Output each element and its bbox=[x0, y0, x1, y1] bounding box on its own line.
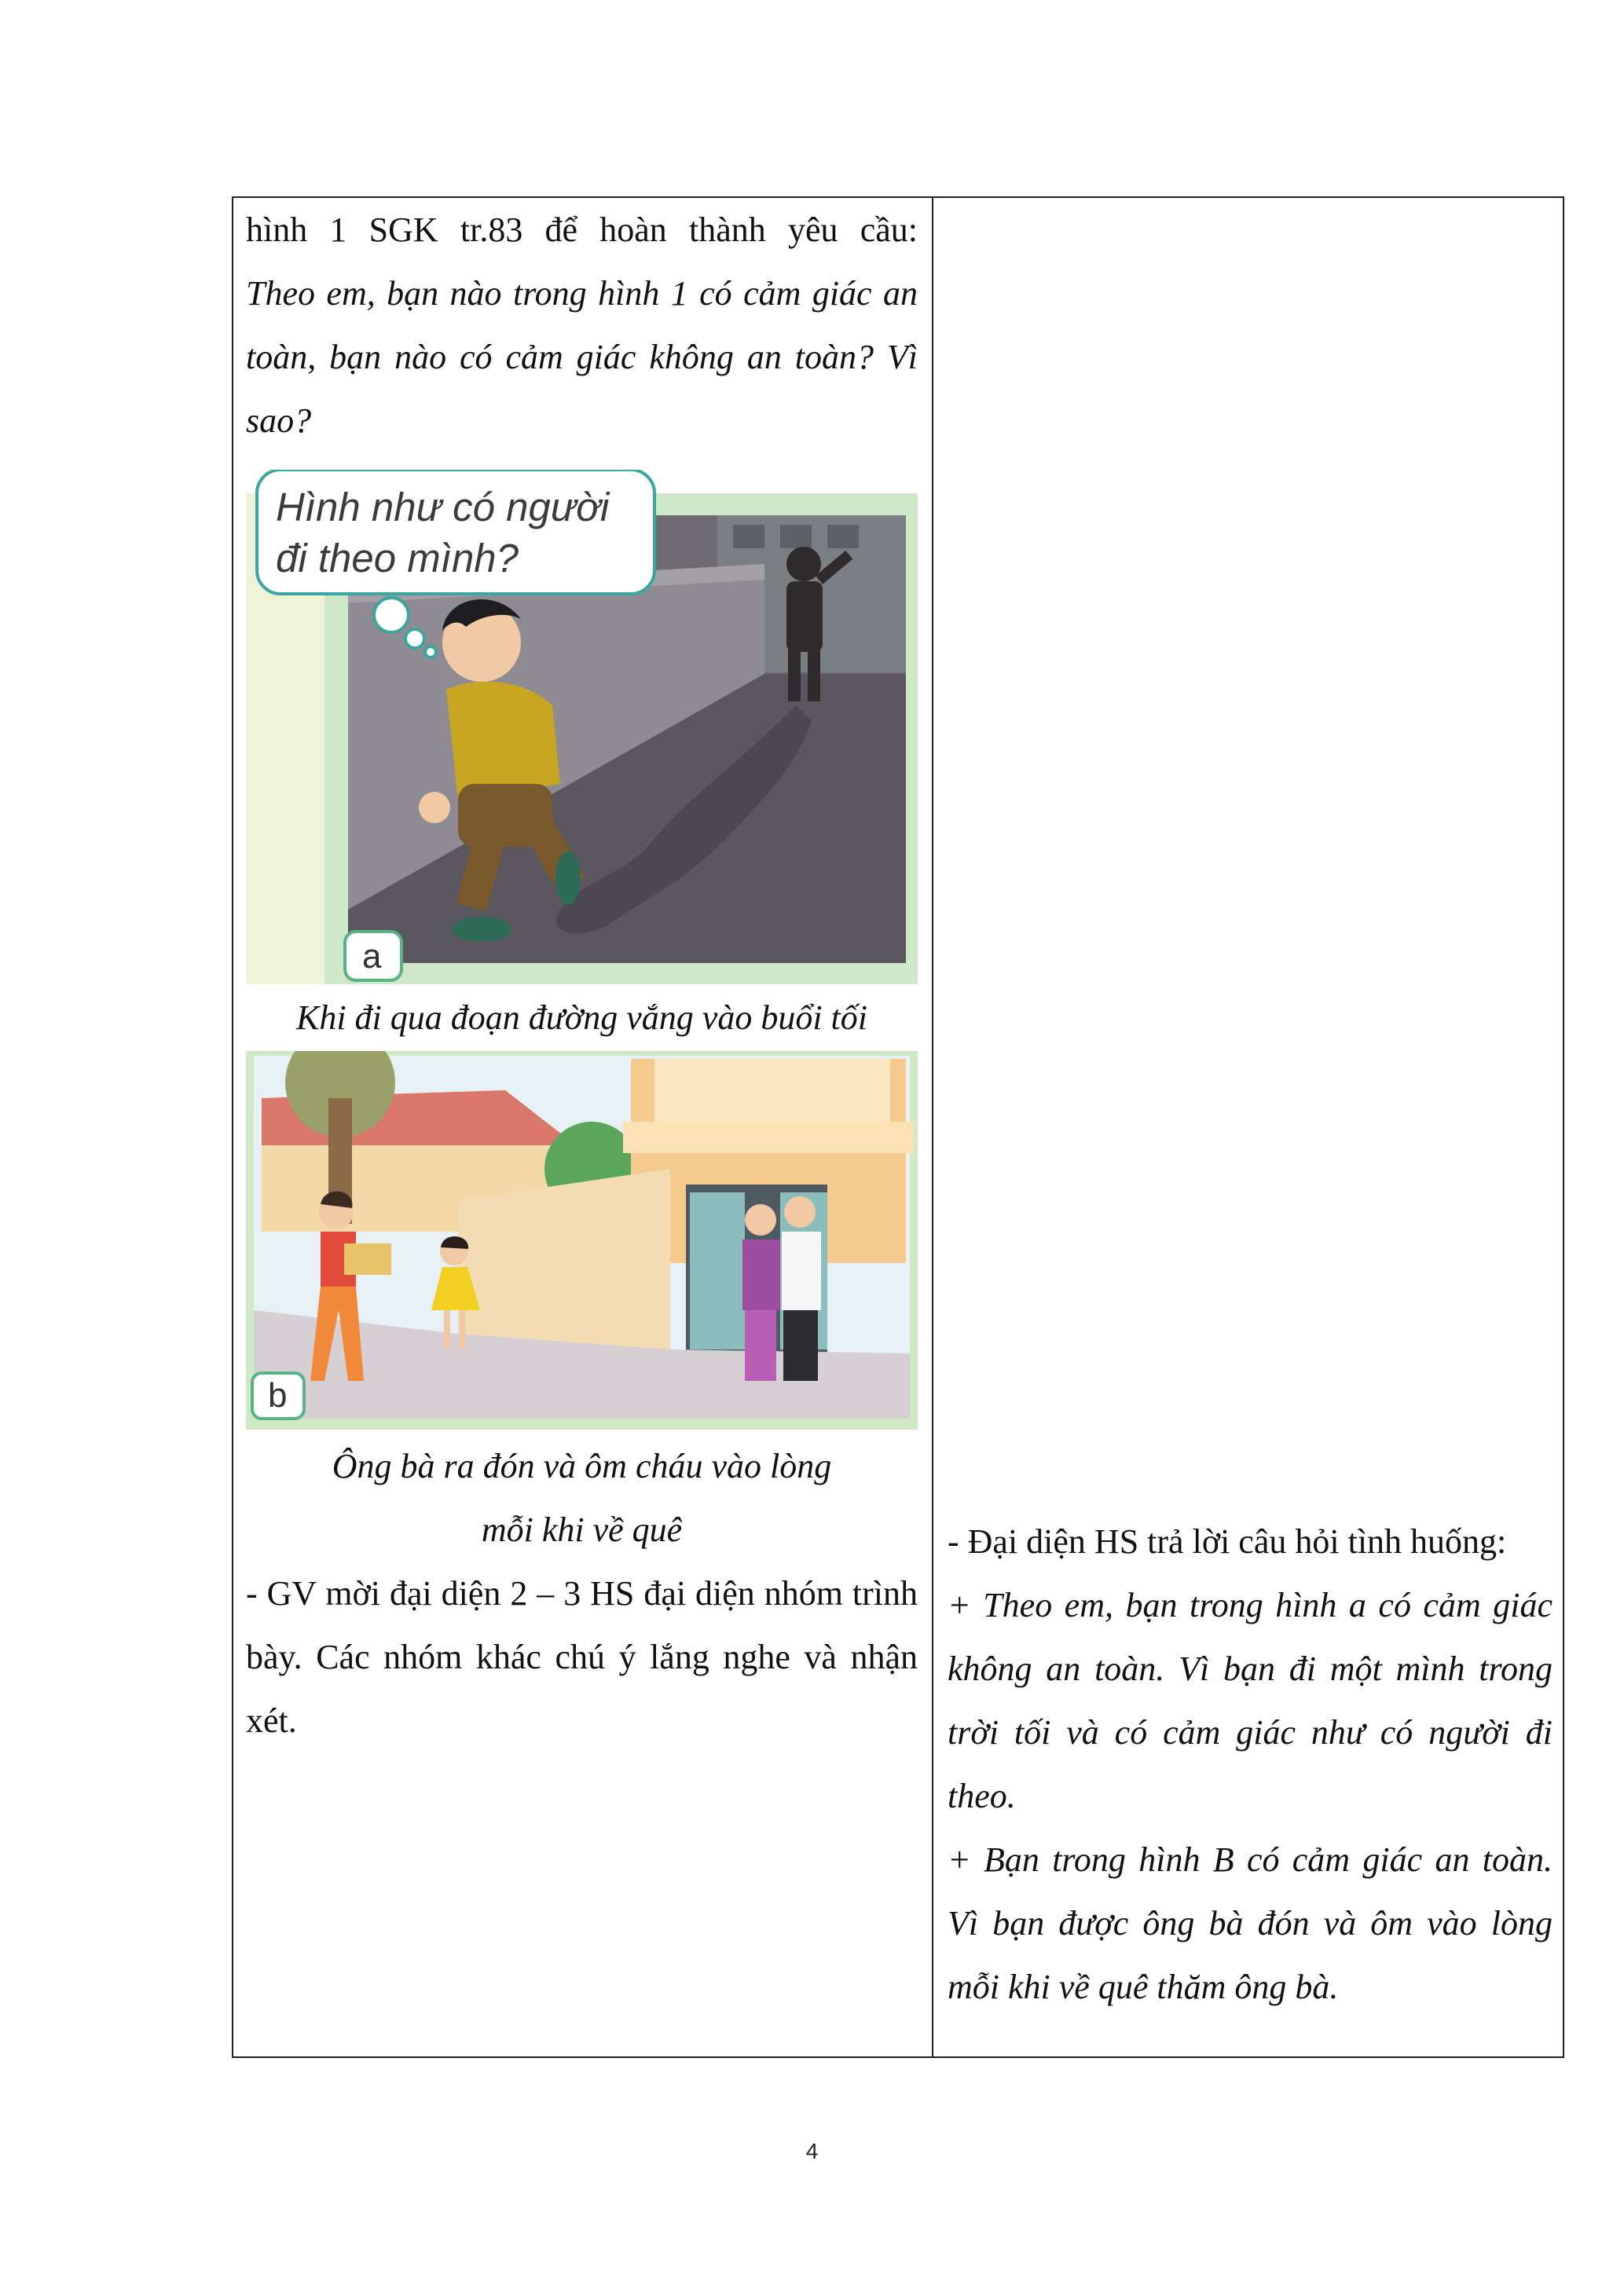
figure-b-badge: b bbox=[268, 1376, 288, 1415]
speech-line-1: Hình như có người bbox=[276, 485, 610, 529]
column-divider bbox=[932, 198, 933, 2056]
page-number: 4 bbox=[805, 2139, 819, 2163]
teacher-instruction: - GV mời đại diện 2 – 3 HS đại diện nhóm trình bày. Các nhóm khác chú ý lắng nghe và nhận xét. bbox=[246, 1574, 918, 1740]
lesson-table bbox=[232, 196, 1564, 2058]
figure-b-caption-line-2: mỗi khi về quê bbox=[481, 1511, 683, 1549]
answer-figure-b: + Bạn trong hình B có cảm giác an toàn. Vì bạn được ông bà đón và ôm vào lòng mỗi khi về quê thăm ông bà. bbox=[948, 1840, 1553, 2006]
question-text: Theo em, bạn nào trong hình 1 có cảm giác an toàn, bạn nào có cảm giác không an toàn? Vì sao? bbox=[246, 274, 918, 440]
figure-a-illustration bbox=[246, 470, 918, 984]
intro-line: hình 1 SGK tr.83 để hoàn thành yêu cầu: bbox=[246, 211, 918, 249]
figure-b-illustration bbox=[246, 1051, 918, 1430]
student-activity-column bbox=[948, 1510, 1553, 2019]
figure-b-caption-line-1: Ông bà ra đón và ôm cháu vào lòng bbox=[332, 1447, 832, 1485]
figure-a-badge: a bbox=[362, 937, 382, 976]
answer-figure-a: + Theo em, bạn trong hình a có cảm giác không an toàn. Vì bạn đi một mình trong trời tối và có cảm giác như có người đi theo. bbox=[948, 1586, 1553, 1815]
teacher-activity-column bbox=[246, 198, 918, 1752]
student-lead-text: - Đại diện HS trả lời câu hỏi tình huống: bbox=[948, 1522, 1507, 1561]
speech-line-2: đi theo mình? bbox=[276, 536, 519, 580]
figure-a-caption: Khi đi qua đoạn đường vắng vào buổi tối bbox=[295, 998, 867, 1037]
